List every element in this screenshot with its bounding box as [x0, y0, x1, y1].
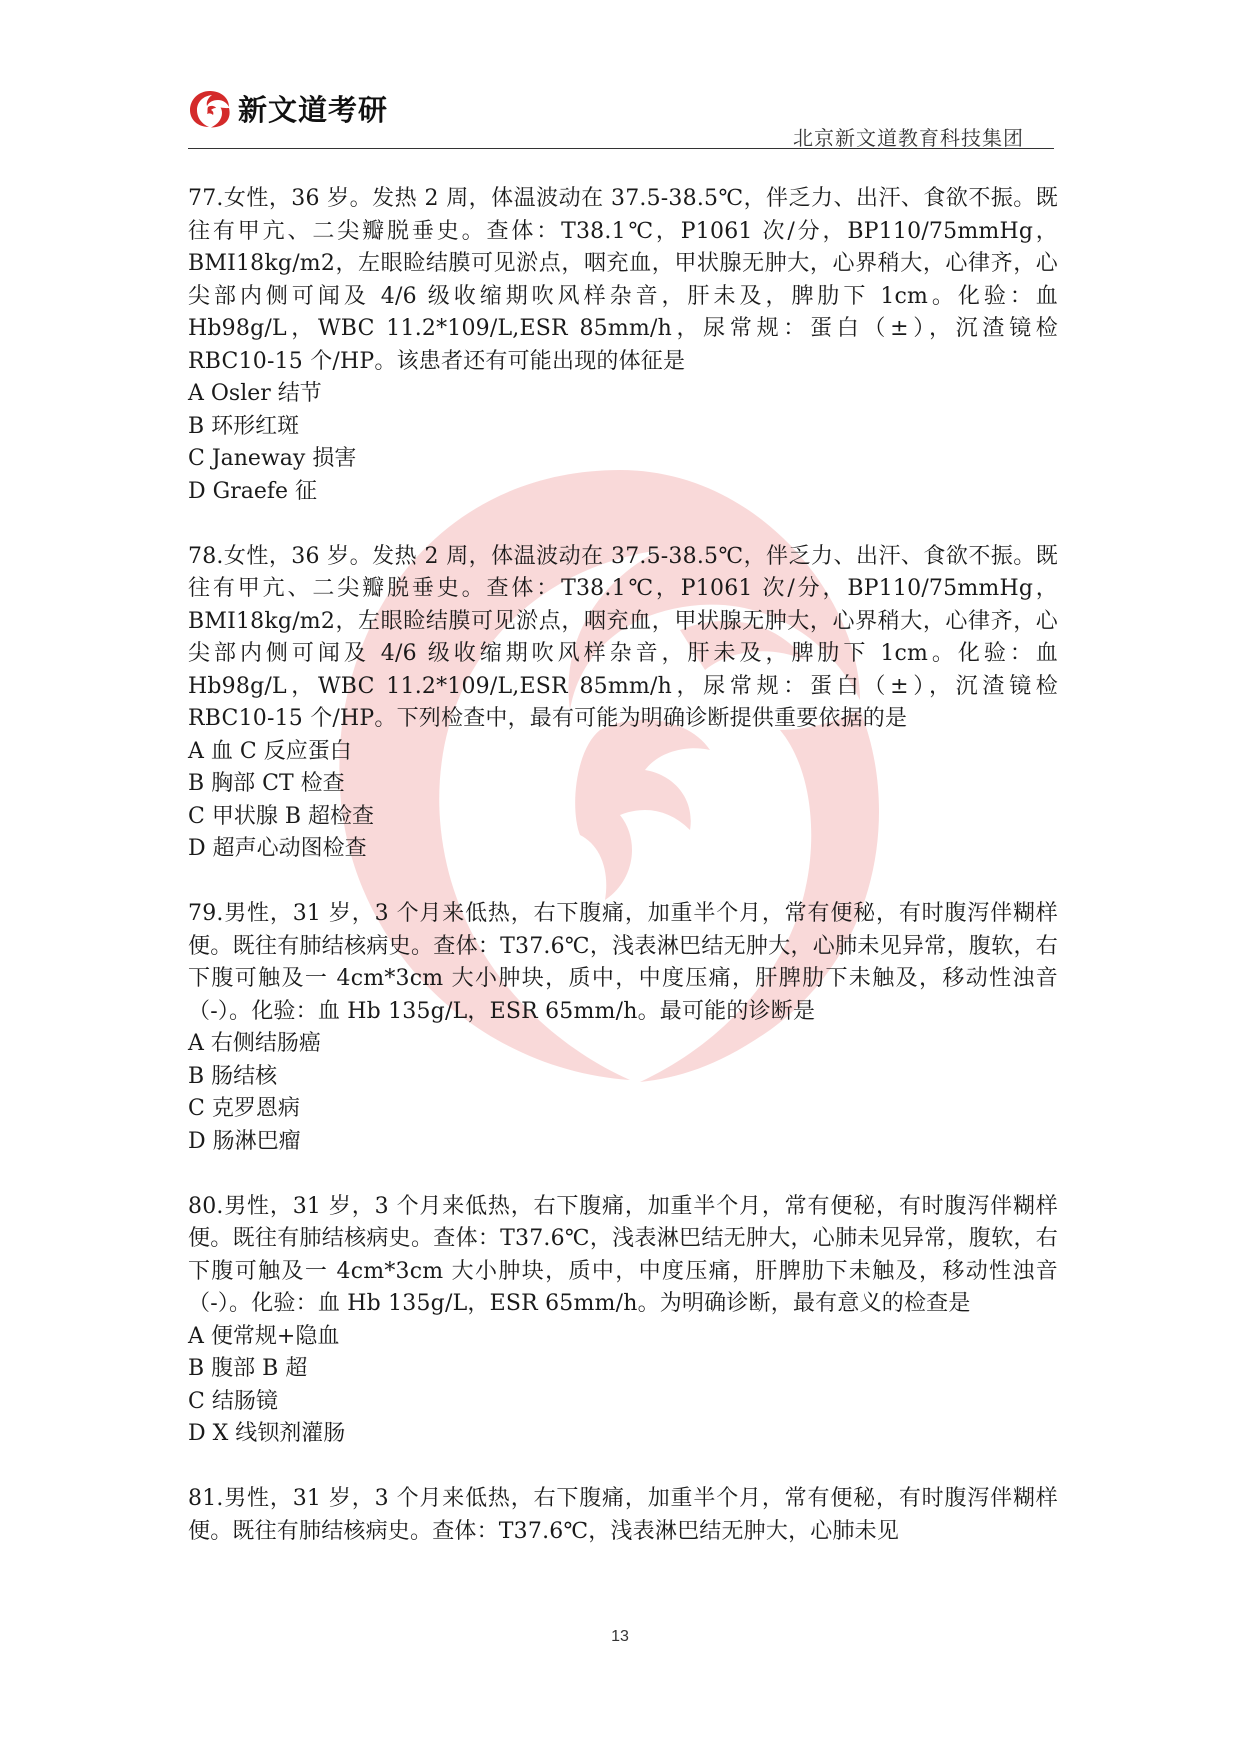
- option-list: [188, 378, 1058, 508]
- question-stem: 77.女性，36 岁。发热 2 周，体温波动在 37.5-38.5℃，伴乏力、出汗、食欲不振。既往有甲亢、二尖瓣脱垂史。查体：T38.1℃，P1061 次/分，BP110/75mmHg，BMI18kg/m2，左眼睑结膜可见淤点，咽充血，甲状腺无肿大，心界稍大，心律齐，心尖部内侧可闻及 4/6 级收缩期吹风样杂音，肝未及，脾肋下 1cm。化验：血 Hb98g/L，WBC 11.2*109/L,ESR 85mm/h，尿常规：蛋白（±），沉渣镜检 RBC10-15 个/HP。该患者还有可能出现的体征是: [188, 186, 1058, 374]
- option-b: B 腹部 B 超: [188, 1356, 308, 1381]
- question-77: [188, 183, 1058, 508]
- brand-logo: [188, 88, 388, 129]
- question-79: [188, 898, 1058, 1158]
- option-d: D X 线钡剂灌肠: [188, 1421, 346, 1446]
- option-list: [188, 736, 1058, 866]
- option-a: A 血 C 反应蛋白: [188, 738, 352, 764]
- question-81: [188, 1483, 1058, 1548]
- option-d: D Graefe 征: [188, 478, 318, 504]
- question-stem: 80.男性，31 岁，3 个月来低热，右下腹痛，加重半个月，常有便秘，有时腹泻伴糊样便。既往有肺结核病史。查体：T37.6℃，浅表淋巴结无肿大，心肺未见异常，腹软，右下腹可触及一 4cm*3cm 大小肿块，质中，中度压痛，肝脾肋下未触及，移动性浊音（-）。化验：血 Hb 135g/L，ESR 65mm/h。为明确诊断，最有意义的检查是: [188, 1193, 1058, 1316]
- page-number: 13: [611, 1628, 629, 1645]
- question-80: [188, 1191, 1058, 1451]
- option-d: D 超声心动图检查: [188, 836, 367, 861]
- question-stem: 78.女性，36 岁。发热 2 周，体温波动在 37.5-38.5℃，伴乏力、出汗、食欲不振。既往有甲亢、二尖瓣脱垂史。查体：T38.1℃，P1061 次/分，BP110/75mmHg，BMI18kg/m2，左眼睑结膜可见淤点，咽充血，甲状腺无肿大，心界稍大，心律齐，心尖部内侧可闻及 4/6 级收缩期吹风样杂音，肝未及，脾肋下 1cm。化验：血 Hb98g/L，WBC 11.2*109/L,ESR 85mm/h，尿常规：蛋白（±），沉渣镜检 RBC10-15 个/HP。下列检查中，最有可能为明确诊断提供重要依据的是: [188, 543, 1058, 731]
- option-list: [188, 1321, 1058, 1451]
- option-b: B 环形红斑: [188, 413, 300, 439]
- phoenix-logo-icon: [188, 89, 232, 129]
- brand-name: 新文道考研: [238, 93, 389, 127]
- option-b: B 胸部 CT 检查: [188, 771, 345, 796]
- question-list: [188, 183, 1058, 1581]
- header-divider: [188, 148, 1054, 149]
- question-78: [188, 541, 1058, 866]
- option-list: [188, 1028, 1058, 1158]
- option-b: B 肠结核: [188, 1063, 278, 1089]
- option-c: C 结肠镜: [188, 1388, 278, 1414]
- page-header: [188, 88, 1054, 150]
- option-a: A 右侧结肠癌: [188, 1031, 321, 1056]
- option-c: C 克罗恩病: [188, 1096, 300, 1121]
- question-stem: 81.男性，31 岁，3 个月来低热，右下腹痛，加重半个月，常有便秘，有时腹泻伴糊样便。既往有肺结核病史。查体：T37.6℃，浅表淋巴结无肿大，心肺未见: [188, 1486, 1058, 1544]
- option-c: C Janeway 损害: [188, 446, 357, 471]
- option-a: A 便常规+隐血: [188, 1323, 340, 1349]
- organization-name: 北京新文道教育科技集团: [793, 126, 1024, 150]
- question-stem: 79.男性，31 岁，3 个月来低热，右下腹痛，加重半个月，常有便秘，有时腹泻伴糊样便。既往有肺结核病史。查体：T37.6℃，浅表淋巴结无肿大，心肺未见异常，腹软，右下腹可触及一 4cm*3cm 大小肿块，质中，中度压痛，肝脾肋下未触及，移动性浊音（-）。化验：血 Hb 135g/L，ESR 65mm/h。最可能的诊断是: [188, 901, 1058, 1024]
- option-a: A Osler 结节: [188, 381, 322, 406]
- option-d: D 肠淋巴瘤: [188, 1128, 301, 1154]
- option-c: C 甲状腺 B 超检查: [188, 803, 374, 829]
